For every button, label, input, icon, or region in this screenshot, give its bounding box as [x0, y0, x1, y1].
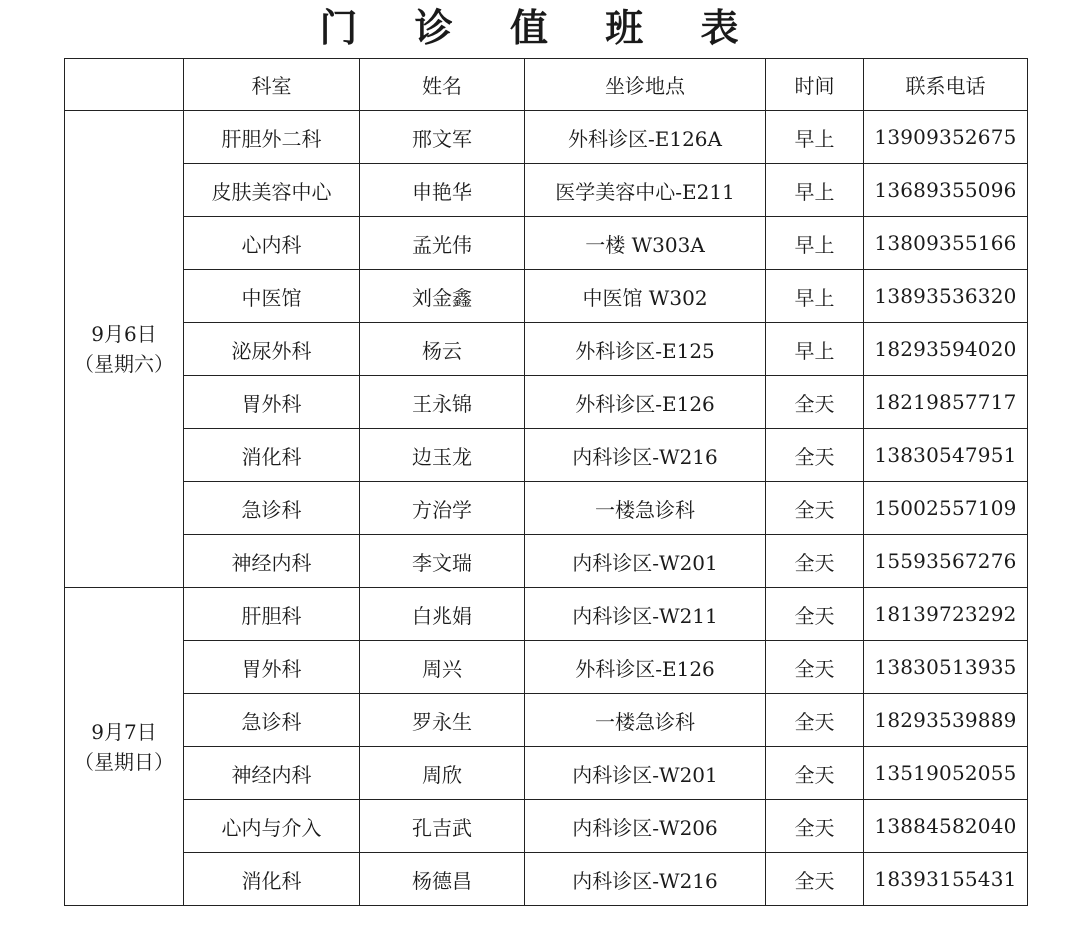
time-cell: 早上 [766, 111, 864, 164]
phone-cell: 18393155431 [864, 853, 1028, 906]
table-row [65, 376, 1028, 429]
name-cell: 罗永生 [360, 694, 525, 747]
location-cell: 内科诊区-W201 [525, 535, 766, 588]
dept-cell: 胃外科 [184, 376, 360, 429]
dept-cell: 急诊科 [184, 482, 360, 535]
header-dept: 科室 [184, 59, 360, 111]
dept-cell: 胃外科 [184, 641, 360, 694]
location-cell: 外科诊区-E126A [525, 111, 766, 164]
phone-cell: 13893536320 [864, 270, 1028, 323]
date-cell [65, 111, 184, 588]
phone-cell: 13884582040 [864, 800, 1028, 853]
name-cell: 杨云 [360, 323, 525, 376]
time-cell: 全天 [766, 376, 864, 429]
location-cell: 内科诊区-W201 [525, 747, 766, 800]
time-cell: 早上 [766, 164, 864, 217]
location-cell: 外科诊区-E125 [525, 323, 766, 376]
table-row [65, 641, 1028, 694]
time-cell: 全天 [766, 429, 864, 482]
phone-cell: 15593567276 [864, 535, 1028, 588]
phone-cell: 15002557109 [864, 482, 1028, 535]
time-cell: 全天 [766, 588, 864, 641]
location-cell: 一楼 W303A [525, 217, 766, 270]
time-cell: 早上 [766, 323, 864, 376]
time-cell: 全天 [766, 641, 864, 694]
table-row [65, 429, 1028, 482]
name-cell: 白兆娟 [360, 588, 525, 641]
time-cell: 全天 [766, 747, 864, 800]
time-cell: 早上 [766, 217, 864, 270]
name-cell: 边玉龙 [360, 429, 525, 482]
time-cell: 全天 [766, 853, 864, 906]
location-cell: 中医馆 W302 [525, 270, 766, 323]
table-row [65, 323, 1028, 376]
location-cell: 内科诊区-W211 [525, 588, 766, 641]
phone-cell: 18293539889 [864, 694, 1028, 747]
phone-cell: 13689355096 [864, 164, 1028, 217]
location-cell: 一楼急诊科 [525, 482, 766, 535]
name-cell: 方治学 [360, 482, 525, 535]
dept-cell: 神经内科 [184, 535, 360, 588]
dept-cell: 消化科 [184, 429, 360, 482]
date-label: 9月6日 [91, 322, 157, 346]
name-cell: 周欣 [360, 747, 525, 800]
name-cell: 邢文军 [360, 111, 525, 164]
header-time: 时间 [766, 59, 864, 111]
phone-cell: 13809355166 [864, 217, 1028, 270]
time-cell: 全天 [766, 800, 864, 853]
page-title: 门 诊 值 班 表 [319, 6, 761, 50]
name-cell: 李文瑞 [360, 535, 525, 588]
table-row [65, 482, 1028, 535]
dept-cell: 消化科 [184, 853, 360, 906]
name-cell: 王永锦 [360, 376, 525, 429]
table-row [65, 535, 1028, 588]
location-cell: 外科诊区-E126 [525, 376, 766, 429]
dept-cell: 皮肤美容中心 [184, 164, 360, 217]
time-cell: 全天 [766, 482, 864, 535]
phone-cell: 18139723292 [864, 588, 1028, 641]
table-row [65, 747, 1028, 800]
weekday-label: （星期日） [74, 749, 174, 774]
table-row [65, 164, 1028, 217]
header-row [65, 59, 1028, 111]
dept-cell: 泌尿外科 [184, 323, 360, 376]
dept-cell: 中医馆 [184, 270, 360, 323]
location-cell: 一楼急诊科 [525, 694, 766, 747]
phone-cell: 18293594020 [864, 323, 1028, 376]
date-cell [65, 588, 184, 906]
table-row [65, 111, 1028, 164]
table-row [65, 694, 1028, 747]
name-cell: 刘金鑫 [360, 270, 525, 323]
phone-cell: 13519052055 [864, 747, 1028, 800]
table-row [65, 853, 1028, 906]
phone-cell: 13909352675 [864, 111, 1028, 164]
table-row [65, 800, 1028, 853]
dept-cell: 心内科 [184, 217, 360, 270]
dept-cell: 肝胆外二科 [184, 111, 360, 164]
time-cell: 早上 [766, 270, 864, 323]
table-row [65, 217, 1028, 270]
duty-table [64, 58, 1028, 906]
location-cell: 内科诊区-W206 [525, 800, 766, 853]
location-cell: 内科诊区-W216 [525, 429, 766, 482]
table-row [65, 588, 1028, 641]
dept-cell: 肝胆科 [184, 588, 360, 641]
location-cell: 内科诊区-W216 [525, 853, 766, 906]
time-cell: 全天 [766, 535, 864, 588]
table-row [65, 270, 1028, 323]
location-cell: 医学美容中心-E211 [525, 164, 766, 217]
header-phone: 联系电话 [864, 59, 1028, 111]
name-cell: 申艳华 [360, 164, 525, 217]
name-cell: 孟光伟 [360, 217, 525, 270]
header-name: 姓名 [360, 59, 525, 111]
weekday-label: （星期六） [74, 352, 174, 376]
phone-cell: 13830547951 [864, 429, 1028, 482]
header-location: 坐诊地点 [525, 59, 766, 111]
header-date-cell [65, 59, 184, 111]
name-cell: 周兴 [360, 641, 525, 694]
dept-cell: 心内与介入 [184, 800, 360, 853]
time-cell: 全天 [766, 694, 864, 747]
dept-cell: 急诊科 [184, 694, 360, 747]
phone-cell: 18219857717 [864, 376, 1028, 429]
location-cell: 外科诊区-E126 [525, 641, 766, 694]
phone-cell: 13830513935 [864, 641, 1028, 694]
name-cell: 孔吉武 [360, 800, 525, 853]
date-label: 9月7日 [91, 719, 157, 744]
dept-cell: 神经内科 [184, 747, 360, 800]
name-cell: 杨德昌 [360, 853, 525, 906]
